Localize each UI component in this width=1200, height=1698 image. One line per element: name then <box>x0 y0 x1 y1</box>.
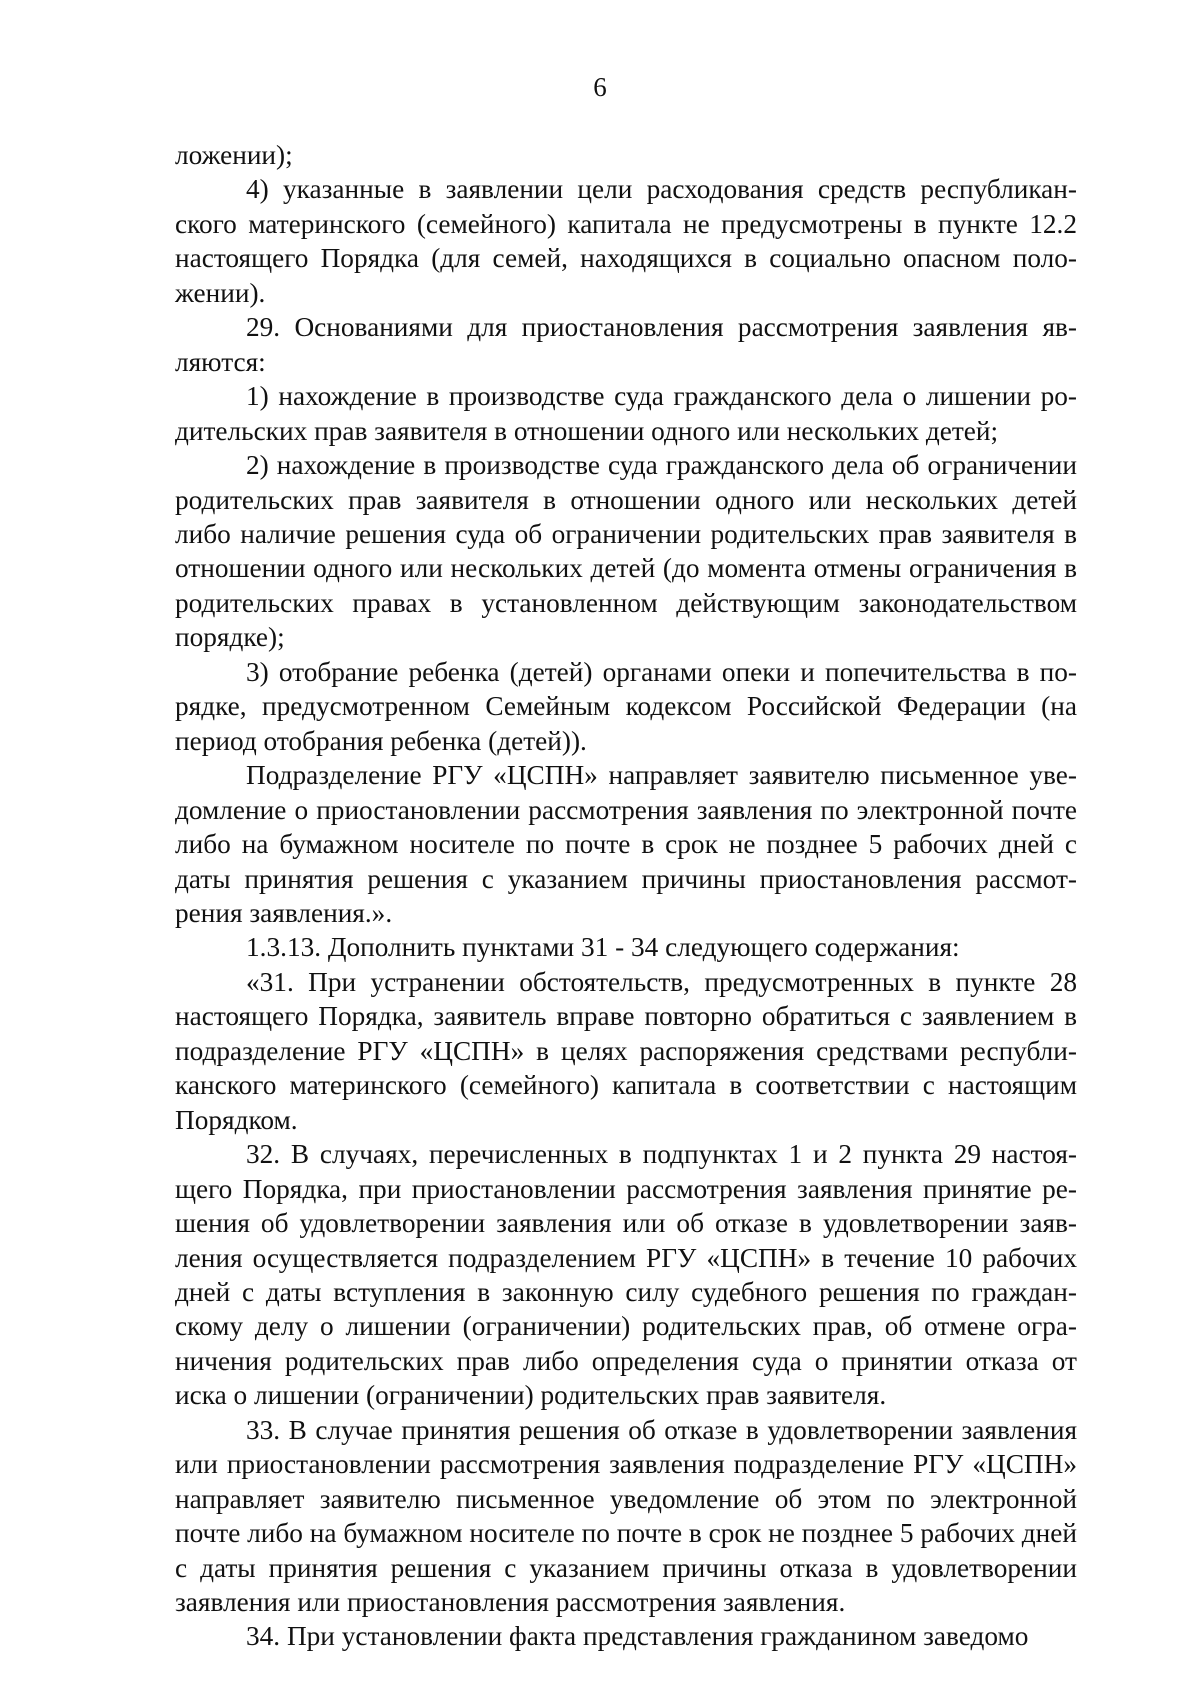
paragraph-item-31: «31. При устранении обстоятельств, предусмотренных в пункте 28 настоящего Порядка, заявитель вправе повторно обратиться с заявлением в подразделение РГУ «ЦСПН» в целях распоряжения средствами республиканского материнского (семейного) капитала в соответствии с настоящим Порядком. <box>175 966 1077 1135</box>
paragraph-amendment-1-3-13: 1.3.13. Дополнить пунктами 31 - 34 следующего содержания: <box>246 932 960 963</box>
paragraph-item-34: 34. При установлении факта представления гражданином заведомо <box>246 1621 1029 1652</box>
paragraph-subitem-3: 3) отобрание ребенка (детей) органами опеки и попечительства в порядке, предусмотренном Семейным кодексом Российской Федерации (на период отобрания ребенка (детей)). <box>175 656 1077 756</box>
page-number: 6 <box>593 72 607 102</box>
document-body <box>175 138 1077 1654</box>
paragraph-subitem-4: 4) указанные в заявлении цели расходования средств республиканского материнского (семейного) капитала не предусмотрены в пункте 12.2 настоящего Порядка (для семей, находящихся в социально опасном положении). <box>175 174 1077 308</box>
paragraph-subitem-1: 1) нахождение в производстве суда гражданского дела о лишении родительских прав заявителя в отношении одного или нескольких детей; <box>175 381 1077 446</box>
paragraph-item-32: 32. В случаях, перечисленных в подпунктах 1 и 2 пункта 29 настоящего Порядка, при приостановлении рассмотрения заявления принятие решения об удовлетворении заявления или об отказе в удовлетворении заявления осуществляется подразделением РГУ «ЦСПН» в течение 10 рабочих дней с даты вступления в законную силу судебного решения по гражданскому делу о лишении (ограничении) родительских прав, об отмене ограничения родительских прав либо определения суда о принятии отказа от иска о лишении (ограничении) родительских прав заявителя. <box>175 1139 1077 1411</box>
paragraph-item-29: 29. Основаниями для приостановления рассмотрения заявления являются: <box>175 312 1077 377</box>
paragraph-notification: Подразделение РГУ «ЦСПН» направляет заявителю письменное уведомление о приостановлении рассмотрения заявления по электронной почте либо на бумажном носителе по почте в срок не позднее 5 рабочих дней с даты принятия решения с указанием причины приостановления рассмотрения заявления.». <box>175 760 1077 928</box>
paragraph-item-33: 33. В случае принятия решения об отказе в удовлетворении заявления или приостановлении рассмотрения заявления подразделение РГУ «ЦСПН» направляет заявителю письменное уведомление об этом по электронной почте либо на бумажном носителе по почте в срок не позднее 5 рабочих дней с даты принятия решения с указанием причины отказа в удовлетворении заявления или приостановления рассмотрения заявления. <box>175 1414 1077 1618</box>
paragraph-subitem-2: 2) нахождение в производстве суда гражданского дела об ограничении родительских прав заявителя в отношении одного или нескольких детей либо наличие решения суда об ограничении родительских прав заявителя в отношении одного или нескольких детей (до момента отмены ограничения в родительских правах в установленном действующим законодательством порядке); <box>175 450 1077 653</box>
paragraph-continuation: ложении); <box>175 140 293 170</box>
